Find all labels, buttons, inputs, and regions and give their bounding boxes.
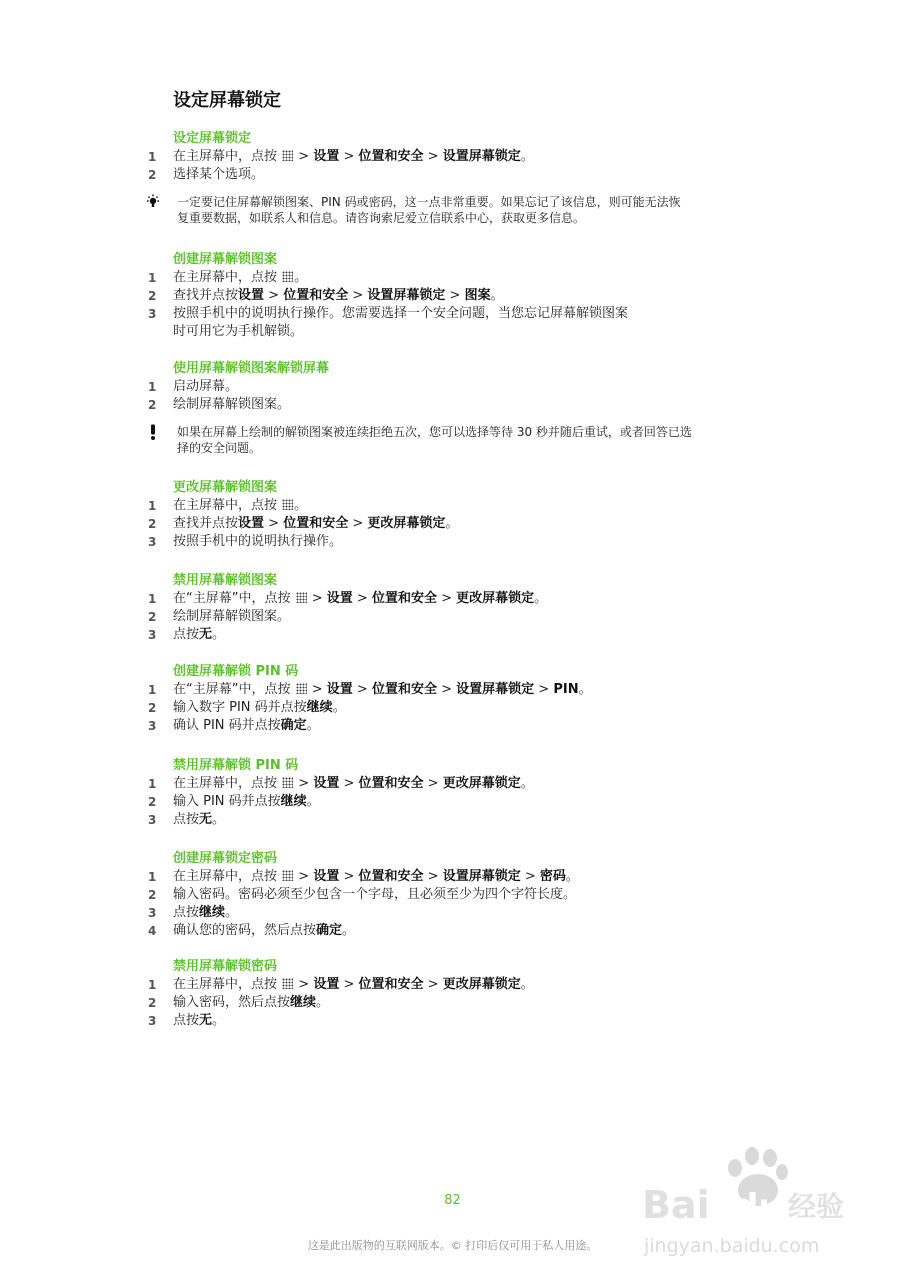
step-text-segment: 。	[520, 776, 534, 791]
step-number: 3	[148, 906, 157, 920]
step-text-segment: >	[348, 288, 368, 303]
step-text-segment: >	[423, 977, 443, 992]
step-text-segment: 输入数字 PIN 码并点按	[173, 700, 307, 715]
step-number: 2	[148, 795, 157, 809]
step-text-segment: >	[339, 977, 359, 992]
step-text-segment: 选择某个选项。	[173, 167, 265, 182]
ui-term: 设置	[238, 288, 265, 303]
step-text	[173, 497, 307, 515]
svg-text:du: du	[734, 1187, 783, 1227]
step-text-segment: 输入密码，然后点按	[173, 995, 291, 1010]
ui-term: 无	[199, 1013, 213, 1028]
ui-term: 密码	[539, 869, 566, 884]
step-text-segment: 绘制屏幕解锁图案。	[173, 609, 291, 624]
step-text-segment: 在主屏幕中，点按	[173, 977, 282, 992]
step-text	[173, 886, 576, 904]
svg-text:经验: 经验	[788, 1190, 845, 1223]
step-text	[173, 1012, 225, 1030]
step-text-segment: 。	[490, 288, 504, 303]
ui-term: 图案	[464, 288, 491, 303]
step-text	[173, 608, 290, 626]
step-text-segment: 输入 PIN 码并点按	[173, 794, 281, 809]
step-text-segment: 。	[342, 923, 356, 938]
step-text	[173, 323, 303, 341]
ui-term: 位置和安全	[371, 682, 437, 697]
step-text-segment: >	[423, 776, 443, 791]
tip-note-text: 一定要记住屏幕解锁图案、PIN 码或密码，这一点非常重要。如果忘记了该信息，则可能无法恢 复重要数据，如联系人和信息。请咨询索尼爱立信联系中心，获取更多信息。	[177, 195, 681, 225]
step-text-segment: 。	[332, 700, 346, 715]
step-text-segment: >	[352, 591, 372, 606]
app-grid-icon	[282, 150, 293, 161]
ui-term: 设置	[313, 776, 340, 791]
step-text-segment: 。	[578, 682, 592, 697]
app-grid-icon	[282, 271, 293, 282]
step-text-segment: >	[445, 288, 465, 303]
step-text-segment: >	[339, 776, 359, 791]
app-grid-icon	[282, 870, 293, 881]
step-text-segment: 。	[212, 1013, 226, 1028]
step-text	[173, 396, 290, 414]
step-text-segment: >	[264, 288, 284, 303]
ui-term: 设置屏幕锁定	[442, 869, 521, 884]
page-number: 82	[444, 1193, 461, 1208]
step-text-segment: 。	[520, 977, 534, 992]
ui-term: 设置屏幕锁定	[442, 149, 521, 164]
step-text	[173, 699, 346, 717]
step-text	[173, 904, 238, 922]
section-heading: 创建屏幕解锁图案	[173, 252, 278, 267]
step-text-segment: >	[294, 869, 314, 884]
ui-term: 设置	[326, 591, 353, 606]
step-text-segment: 确认 PIN 码并点按	[173, 718, 281, 733]
step-text-segment: 。	[445, 516, 459, 531]
section-heading: 创建屏幕解锁 PIN 码	[173, 664, 299, 679]
app-grid-icon	[296, 592, 307, 603]
section-heading: 禁用屏幕解锁 PIN 码	[173, 758, 299, 773]
ui-term: 设置	[313, 977, 340, 992]
ui-term: 位置和安全	[283, 288, 349, 303]
ui-term: 更改屏幕锁定	[367, 516, 446, 531]
step-text-segment: >	[423, 869, 443, 884]
step-text-segment: 按照手机中的说明执行操作。您需要选择一个安全问题，当您忘记屏幕解锁图案	[173, 306, 629, 321]
section-heading: 禁用屏幕解锁密码	[173, 959, 278, 974]
step-text	[173, 775, 534, 793]
ui-term: 继续	[290, 995, 317, 1010]
step-text-segment: 在主屏幕中，点按	[173, 270, 282, 285]
step-text	[173, 378, 238, 396]
step-text-segment: 查找并点按	[173, 516, 239, 531]
step-text-segment: >	[339, 869, 359, 884]
app-grid-icon	[282, 777, 293, 788]
step-number: 1	[148, 592, 157, 606]
ui-term: 设置	[313, 869, 340, 884]
step-text-segment: 按照手机中的说明执行操作。	[173, 534, 343, 549]
step-number: 2	[148, 610, 157, 624]
step-text-segment: 在“主屏幕”中，点按	[173, 682, 295, 697]
step-number: 4	[148, 924, 157, 938]
warning-note-text: 如果在屏幕上绘制的解锁图案被连续拒绝五次，您可以选择等待 30 秒并随后重试，或者回答已选 择的安全问题。	[177, 425, 692, 455]
step-text-segment: 点按	[173, 905, 200, 920]
step-number: 3	[148, 307, 157, 321]
exclamation-icon	[145, 424, 161, 440]
step-number: 2	[148, 996, 157, 1010]
step-text	[173, 717, 320, 735]
step-text-segment: 点按	[173, 1013, 200, 1028]
section-heading: 更改屏幕解锁图案	[173, 480, 278, 495]
step-number: 2	[148, 289, 157, 303]
step-text	[173, 287, 504, 305]
step-text-segment: 在主屏幕中，点按	[173, 149, 282, 164]
step-number: 3	[148, 535, 157, 549]
step-text-segment: 。	[316, 995, 330, 1010]
step-text-segment: >	[352, 682, 372, 697]
svg-text:Bai: Bai	[642, 1183, 710, 1227]
step-text-segment: >	[534, 682, 554, 697]
step-text	[173, 269, 307, 287]
step-text-segment: 点按	[173, 627, 200, 642]
step-text-segment: >	[264, 516, 284, 531]
step-text	[173, 626, 225, 644]
step-text-segment: 。	[212, 627, 226, 642]
step-text-segment: >	[307, 682, 327, 697]
step-text-segment: 启动屏幕。	[173, 379, 239, 394]
ui-term: 继续	[280, 794, 307, 809]
step-text-segment: 绘制屏幕解锁图案。	[173, 397, 291, 412]
ui-term: 位置和安全	[358, 776, 424, 791]
step-text-segment: 。	[212, 812, 226, 827]
lightbulb-icon	[145, 194, 161, 210]
ui-term: 设置	[313, 149, 340, 164]
step-text-segment: 时可用它为手机解锁。	[173, 324, 304, 339]
step-text-segment: >	[436, 591, 457, 606]
step-number: 2	[148, 701, 157, 715]
ui-term: 设置屏幕锁定	[456, 682, 535, 697]
ui-term: 确定	[280, 718, 307, 733]
step-text-segment: 。	[520, 149, 534, 164]
step-number: 3	[148, 628, 157, 642]
step-text-segment: 在主屏幕中，点按	[173, 498, 282, 513]
baidu-jingyan-watermark	[640, 1140, 860, 1270]
step-text-segment: >	[307, 591, 327, 606]
step-text-segment: >	[423, 149, 443, 164]
step-text-segment: 输入密码。密码必须至少包含一个字母，且必须至少为四个字符长度。	[173, 887, 577, 902]
step-text-segment: >	[520, 869, 540, 884]
step-number: 2	[148, 888, 157, 902]
step-text-segment: >	[294, 149, 314, 164]
step-number: 3	[148, 719, 157, 733]
step-text	[173, 994, 329, 1012]
ui-term: 更改屏幕锁定	[442, 977, 521, 992]
ui-term: 位置和安全	[358, 869, 424, 884]
ui-term: 无	[199, 627, 213, 642]
step-text-segment: 。	[225, 905, 239, 920]
ui-term: 设置屏幕锁定	[367, 288, 446, 303]
footer-note: 这是此出版物的互联网版本。© 打印后仅可用于私人用途。	[307, 1239, 598, 1252]
step-text	[173, 148, 534, 166]
ui-term: 继续	[199, 905, 226, 920]
step-text-segment: 。	[306, 718, 320, 733]
ui-term: 更改屏幕锁定	[456, 591, 535, 606]
page-title: 设定屏幕锁定	[173, 90, 281, 111]
step-text	[173, 166, 264, 184]
step-text	[173, 681, 592, 699]
step-text-segment: 。	[306, 794, 320, 809]
step-text-segment: 在主屏幕中，点按	[173, 869, 282, 884]
section-heading: 创建屏幕锁定密码	[173, 851, 278, 866]
step-number: 1	[148, 271, 157, 285]
step-text	[173, 590, 547, 608]
step-text-segment: 。	[534, 591, 548, 606]
step-text-segment: 点按	[173, 812, 200, 827]
step-text	[173, 793, 320, 811]
step-text-segment: >	[294, 977, 314, 992]
step-number: 1	[148, 683, 157, 697]
step-number: 1	[148, 777, 157, 791]
step-text-segment: 确认您的密码，然后点按	[173, 923, 317, 938]
ui-term: 设置	[238, 516, 265, 531]
step-text	[173, 533, 342, 551]
step-text	[173, 868, 579, 886]
step-number: 1	[148, 870, 157, 884]
step-text-segment: >	[339, 149, 359, 164]
step-text-segment: 。	[565, 869, 579, 884]
ui-term: 继续	[306, 700, 333, 715]
ui-term: 位置和安全	[358, 977, 424, 992]
step-text-segment: >	[294, 776, 314, 791]
svg-text:jingyan.baidu.com: jingyan.baidu.com	[644, 1235, 820, 1257]
ui-term: 位置和安全	[371, 591, 437, 606]
step-number: 3	[148, 1014, 157, 1028]
step-text	[173, 305, 628, 323]
step-text	[173, 811, 225, 829]
ui-term: 确定	[316, 923, 343, 938]
app-grid-icon	[282, 499, 293, 510]
step-number: 1	[148, 978, 157, 992]
step-text	[173, 976, 534, 994]
step-number: 1	[148, 499, 157, 513]
section-heading: 使用屏幕解锁图案解锁屏幕	[173, 361, 330, 376]
step-text-segment: 。	[294, 498, 308, 513]
app-grid-icon	[296, 683, 307, 694]
section-heading: 禁用屏幕解锁图案	[173, 573, 278, 588]
step-number: 1	[148, 380, 157, 394]
step-number: 2	[148, 168, 157, 182]
step-number: 1	[148, 150, 157, 164]
ui-term: 设置	[326, 682, 353, 697]
step-text	[173, 922, 355, 940]
step-number: 2	[148, 517, 157, 531]
step-number: 2	[148, 398, 157, 412]
ui-term: 无	[199, 812, 213, 827]
step-text-segment: >	[348, 516, 368, 531]
section-heading: 设定屏幕锁定	[173, 131, 252, 146]
step-text-segment: >	[436, 682, 457, 697]
ui-term: PIN	[553, 682, 579, 697]
step-text-segment: 在“主屏幕”中，点按	[173, 591, 295, 606]
app-grid-icon	[282, 978, 293, 989]
step-text	[173, 515, 458, 533]
step-text-segment: 。	[294, 270, 308, 285]
step-text-segment: 在主屏幕中，点按	[173, 776, 282, 791]
step-text-segment: 查找并点按	[173, 288, 239, 303]
ui-term: 位置和安全	[358, 149, 424, 164]
ui-term: 位置和安全	[283, 516, 349, 531]
ui-term: 更改屏幕锁定	[442, 776, 521, 791]
step-number: 3	[148, 813, 157, 827]
